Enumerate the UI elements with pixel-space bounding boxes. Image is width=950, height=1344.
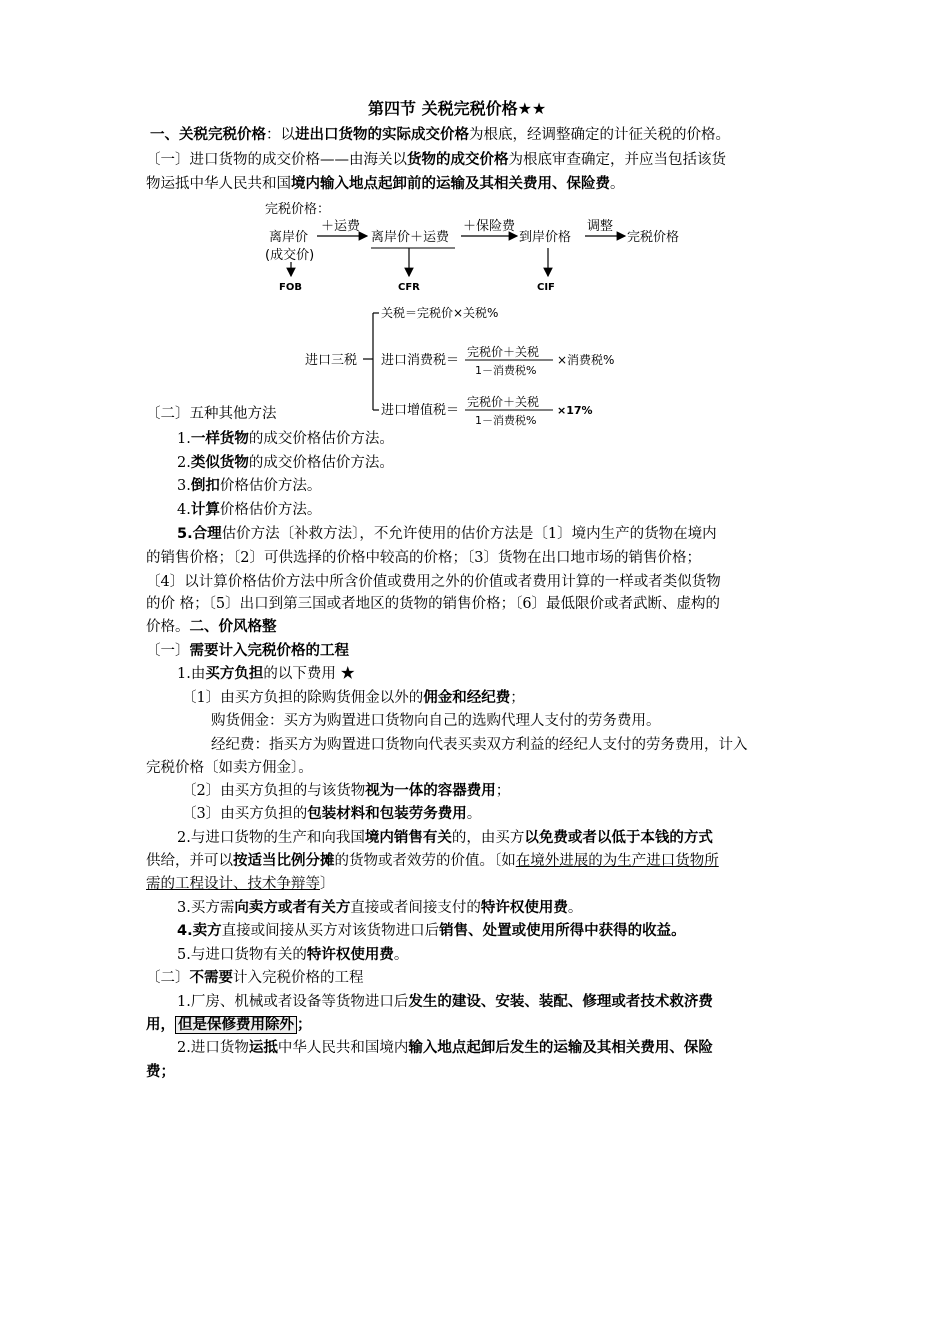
text: 价格估价方法。	[219, 478, 322, 494]
section-1-term: 一、关税完税价格	[150, 127, 266, 143]
method-5-line-3: 〔4〕以计算价格估价方法中所含价值或费用之外的价值或者费用计算的一样或者类似货物	[146, 574, 721, 590]
text: 价格。	[146, 619, 190, 635]
item-1-2	[182, 780, 510, 802]
edge-adjust: 调整	[587, 219, 614, 234]
text-underlined: 需的工程设计、技术争辩等	[146, 876, 320, 892]
text-bold: 输入地点起卸后发生的运输及其相关费用、保险	[408, 1040, 713, 1056]
exclusion-1	[177, 991, 713, 1013]
page-title: 第四节 关税完税价格★★	[368, 99, 547, 118]
node-cif-price: 到岸价格	[519, 230, 572, 245]
text: 的，由买方	[451, 830, 525, 846]
node-fob-plus-freight: 离岸价＋运费	[371, 230, 450, 245]
method-4	[177, 499, 321, 521]
text: 〔一〕	[146, 643, 190, 659]
formula-consumption-tax-label: 进口消费税＝	[381, 353, 460, 368]
diagram-label: 完税价格：	[265, 202, 331, 217]
text: 。	[466, 806, 482, 822]
node-transaction-price: (成交价)	[265, 248, 315, 263]
method-3	[177, 475, 321, 497]
text: 1.厂房、机械或者设备等货物进口后	[177, 994, 409, 1010]
text: 〔二〕	[146, 970, 190, 986]
item-2-cont	[146, 850, 719, 872]
label-fob: FOB	[279, 282, 302, 293]
node-fob-price: 离岸价	[269, 230, 309, 245]
section-2-2-heading	[146, 967, 364, 989]
text: 3.	[177, 478, 191, 494]
section-1-heading	[150, 124, 730, 146]
text: 。	[610, 176, 625, 192]
text-bold: 以免费或者以低于本钱的方式	[524, 830, 713, 846]
item-5	[177, 944, 408, 966]
text-bold: 买方负担	[205, 666, 264, 682]
text: 的成交价格估价方法。	[248, 431, 394, 447]
item-2	[177, 827, 713, 849]
text: 1.	[177, 431, 191, 447]
text: 为根底审查确定，并应当包括该货	[508, 152, 726, 168]
section-2-heading: 二、价风格整	[189, 619, 277, 635]
section-2-1-heading	[146, 640, 349, 662]
item-1-1-def-brokerage: 经纪费：指买方为购置进口货物向代表买卖双方利益的经纪人支付的劳务费用，计入	[211, 737, 748, 753]
text: 〔1〕由买方负担的除购货佣金以外的	[182, 690, 424, 706]
text-bold: 需要计入完税价格的工程	[189, 643, 349, 659]
method-1	[177, 428, 394, 450]
edge-plus-insurance: ＋保险费	[463, 219, 516, 234]
text: 2.	[177, 455, 191, 471]
exclusion-1-cont	[146, 1014, 312, 1036]
formula-consumption-numerator: 完税价＋关税	[467, 345, 540, 359]
item-1-3	[182, 803, 481, 825]
text: 〕	[320, 876, 335, 892]
text-bold: 倒扣	[190, 478, 220, 494]
item-4	[177, 920, 686, 942]
text-bold: 卖方	[192, 923, 222, 939]
text: 的成交价格估价方法。	[248, 455, 394, 471]
text: ；	[495, 783, 511, 799]
text-bold: 包装材料和包装劳务费用	[307, 806, 467, 822]
text: 4.	[177, 502, 191, 518]
price-flow-diagram	[255, 198, 695, 430]
text-bold: 4.	[177, 923, 193, 939]
method-5-line-4: 的价 格；〔5〕出口到第三国或者地区的货物的销售价格；〔6〕最低限价或者武断、虚构的	[146, 596, 721, 612]
section-1-1-para-cont	[146, 173, 625, 195]
method-5	[177, 523, 717, 545]
text: ；	[510, 690, 525, 706]
method-2	[177, 452, 394, 474]
edge-plus-freight: ＋运费	[321, 219, 361, 234]
formula-customs-duty: 关税＝完税价×关税%	[381, 306, 499, 320]
formula-vat-rate: ×17%	[557, 404, 593, 417]
text: 2.进口货物	[177, 1040, 249, 1056]
text-bold: 销售、处置或使用所得中获得的收益。	[439, 923, 686, 939]
item-1-1	[182, 687, 525, 709]
text-bold: 特许权使用费	[306, 947, 394, 963]
text: 。	[393, 947, 409, 963]
method-5-line-5	[146, 616, 277, 638]
text-bold: 按适当比例分摊	[233, 853, 335, 869]
section-1-1-para	[146, 149, 726, 171]
import-three-taxes: 进口三税	[305, 353, 358, 368]
text: 的以下费用 ★	[263, 666, 355, 682]
text: 为根底，经调整确定的计征关税的价格。	[469, 127, 730, 143]
exclusion-2	[177, 1037, 713, 1059]
text-bold: 合理	[192, 526, 222, 542]
text-bold: 5.	[177, 526, 193, 542]
text: 直接或者间接支付的	[350, 900, 481, 916]
item-2-cont-2	[146, 873, 335, 895]
formula-vat-denominator: 1－消费税%	[475, 414, 537, 427]
formula-vat-label: 进口增值税＝	[381, 403, 460, 418]
text: 中华人民共和国境内	[277, 1040, 409, 1056]
text: 1.由	[177, 666, 206, 682]
text-bold: 佣金和经纪费	[423, 690, 511, 706]
text-bold: 一样货物	[190, 431, 249, 447]
text-bold: 计算	[190, 502, 220, 518]
text: 估价方法〔补救方法〕，不允许使用的估价方法是〔1〕境内生产的货物在境内	[221, 526, 717, 542]
text-bold: 用，	[146, 1017, 175, 1033]
text: 。	[567, 900, 583, 916]
text: 〔2〕由买方负担的与该货物	[182, 783, 366, 799]
exclusion-2-cont	[146, 1061, 175, 1083]
text-underlined: 在境外进展的为生产进口货物所	[515, 853, 719, 869]
text-bold: ；	[297, 1017, 312, 1033]
formula-vat-numerator: 完税价＋关税	[467, 395, 540, 409]
text-bold: 进出口货物的实际成交价格	[295, 127, 469, 143]
formula-consumption-rate: ×消费税%	[557, 353, 615, 367]
text-bold: 发生的建设、安装、装配、修理或者技术救济费	[408, 994, 713, 1010]
text: 〔3〕由买方负担的	[182, 806, 308, 822]
method-5-line-2: 的销售价格；〔2〕可供选择的价格中较高的价格；〔3〕货物在出口地市场的销售价格；	[146, 550, 701, 566]
text: 5.与进口货物有关的	[177, 947, 307, 963]
item-1-1-def-purchase: 购货佣金：买方为购置进口货物向自己的选购代理人支付的劳务费用。	[211, 713, 661, 729]
text: 3.买方需	[177, 900, 235, 916]
text-bold: 视为一体的容器费用	[365, 783, 496, 799]
text-bold: 特许权使用费	[480, 900, 568, 916]
text-bold: 费	[146, 1064, 161, 1080]
text: 2.与进口货物的生产和向我国	[177, 830, 365, 846]
item-1	[177, 663, 355, 685]
text-bold: 货物的成交价格	[407, 152, 509, 168]
text: 价格估价方法。	[219, 502, 322, 518]
item-1-1-def-brokerage-cont: 完税价格〔如卖方佣金〕。	[146, 760, 313, 776]
section-1-2-heading: 〔二〕五种其他方法	[146, 406, 277, 422]
text: ：以	[266, 127, 295, 143]
node-dutiable-price: 完税价格	[627, 230, 680, 245]
text: 供给，并可以	[146, 853, 233, 869]
text-bold: 运抵	[248, 1040, 278, 1056]
label-cif: CIF	[537, 282, 555, 293]
highlight-box: 但是保修费用除外	[175, 1016, 297, 1034]
text-bold: 向卖方或者有关方	[234, 900, 351, 916]
text: 的货物或者效劳的价值。〔如	[334, 853, 516, 869]
text-bold: 不需要	[189, 970, 233, 986]
label-cfr: CFR	[398, 282, 420, 293]
text: 〔一〕进口货物的成交价格——由海关以	[146, 152, 407, 168]
text: 物运抵中华人民共和国	[146, 176, 291, 192]
item-3	[177, 897, 582, 919]
text-bold: 境内输入地点起卸前的运输及其相关费用、保险费	[291, 176, 610, 192]
text-bold: ；	[160, 1064, 175, 1080]
text-bold: 类似货物	[190, 455, 249, 471]
text-bold: 境内销售有关	[364, 830, 452, 846]
text: 计入完税价格的工程	[233, 970, 364, 986]
formula-consumption-denominator: 1－消费税%	[475, 364, 537, 377]
text: 直接或间接从买方对该货物进口后	[221, 923, 440, 939]
